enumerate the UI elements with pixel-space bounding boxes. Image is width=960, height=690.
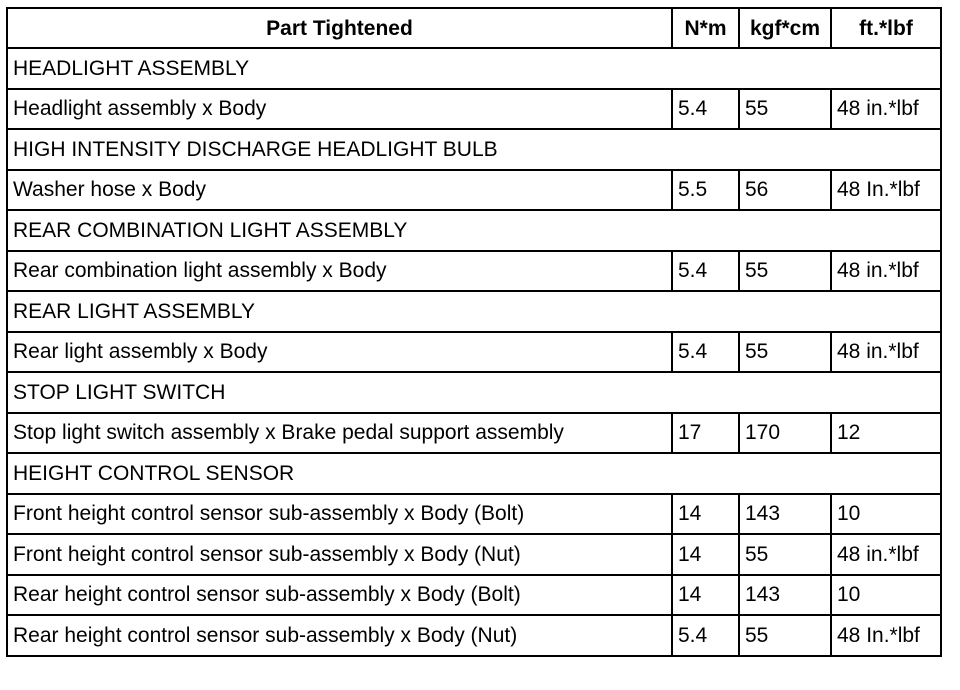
section-header-row bbox=[7, 453, 941, 494]
section-header-row bbox=[7, 129, 941, 170]
part-tightened-cell: Headlight assembly x Body bbox=[7, 89, 672, 130]
table-header-row bbox=[7, 8, 941, 48]
torque-nm-cell: 14 bbox=[672, 534, 739, 575]
torque-nm-cell: 5.5 bbox=[672, 170, 739, 211]
torque-kgfcm-cell: 55 bbox=[739, 615, 831, 656]
table-row bbox=[7, 534, 941, 575]
table-row bbox=[7, 89, 941, 130]
torque-ftlbf-cell: 48 In.*lbf bbox=[831, 170, 941, 211]
table-row bbox=[7, 413, 941, 454]
torque-nm-cell: 5.4 bbox=[672, 615, 739, 656]
torque-ftlbf-cell: 48 in.*lbf bbox=[831, 534, 941, 575]
table-row bbox=[7, 251, 941, 292]
torque-kgfcm-cell: 56 bbox=[739, 170, 831, 211]
part-tightened-cell: Front height control sensor sub-assembly x Body (Nut) bbox=[7, 534, 672, 575]
section-title: REAR LIGHT ASSEMBLY bbox=[7, 291, 941, 332]
torque-nm-cell: 14 bbox=[672, 575, 739, 616]
torque-kgfcm-cell: 55 bbox=[739, 89, 831, 130]
torque-kgfcm-cell: 143 bbox=[739, 494, 831, 535]
header-kgfcm: kgf*cm bbox=[739, 8, 831, 48]
part-tightened-cell: Rear combination light assembly x Body bbox=[7, 251, 672, 292]
torque-kgfcm-cell: 55 bbox=[739, 534, 831, 575]
section-title: HEIGHT CONTROL SENSOR bbox=[7, 453, 941, 494]
table-row bbox=[7, 494, 941, 535]
part-tightened-cell: Front height control sensor sub-assembly x Body (Bolt) bbox=[7, 494, 672, 535]
section-title: STOP LIGHT SWITCH bbox=[7, 372, 941, 413]
table-body bbox=[7, 48, 941, 656]
table-row bbox=[7, 575, 941, 616]
torque-nm-cell: 5.4 bbox=[672, 332, 739, 373]
torque-ftlbf-cell: 48 in.*lbf bbox=[831, 89, 941, 130]
section-header-row bbox=[7, 48, 941, 89]
section-title: REAR COMBINATION LIGHT ASSEMBLY bbox=[7, 210, 941, 251]
part-tightened-cell: Rear height control sensor sub-assembly x Body (Nut) bbox=[7, 615, 672, 656]
torque-kgfcm-cell: 55 bbox=[739, 332, 831, 373]
torque-ftlbf-cell: 12 bbox=[831, 413, 941, 454]
header-part-tightened: Part Tightened bbox=[7, 8, 672, 48]
torque-kgfcm-cell: 170 bbox=[739, 413, 831, 454]
torque-nm-cell: 5.4 bbox=[672, 89, 739, 130]
part-tightened-cell: Rear light assembly x Body bbox=[7, 332, 672, 373]
torque-nm-cell: 5.4 bbox=[672, 251, 739, 292]
part-tightened-cell: Stop light switch assembly x Brake pedal support assembly bbox=[7, 413, 672, 454]
torque-kgfcm-cell: 143 bbox=[739, 575, 831, 616]
torque-ftlbf-cell: 48 in.*lbf bbox=[831, 251, 941, 292]
table-row bbox=[7, 170, 941, 211]
header-nm: N*m bbox=[672, 8, 739, 48]
torque-ftlbf-cell: 10 bbox=[831, 494, 941, 535]
torque-kgfcm-cell: 55 bbox=[739, 251, 831, 292]
torque-nm-cell: 14 bbox=[672, 494, 739, 535]
torque-ftlbf-cell: 48 In.*lbf bbox=[831, 615, 941, 656]
torque-spec-table bbox=[6, 7, 942, 657]
part-tightened-cell: Washer hose x Body bbox=[7, 170, 672, 211]
section-header-row bbox=[7, 210, 941, 251]
section-title: HIGH INTENSITY DISCHARGE HEADLIGHT BULB bbox=[7, 129, 941, 170]
section-title: HEADLIGHT ASSEMBLY bbox=[7, 48, 941, 89]
header-ftlbf: ft.*lbf bbox=[831, 8, 941, 48]
section-header-row bbox=[7, 372, 941, 413]
torque-ftlbf-cell: 10 bbox=[831, 575, 941, 616]
torque-nm-cell: 17 bbox=[672, 413, 739, 454]
section-header-row bbox=[7, 291, 941, 332]
torque-ftlbf-cell: 48 in.*lbf bbox=[831, 332, 941, 373]
part-tightened-cell: Rear height control sensor sub-assembly x Body (Bolt) bbox=[7, 575, 672, 616]
table-row bbox=[7, 332, 941, 373]
table-row bbox=[7, 615, 941, 656]
